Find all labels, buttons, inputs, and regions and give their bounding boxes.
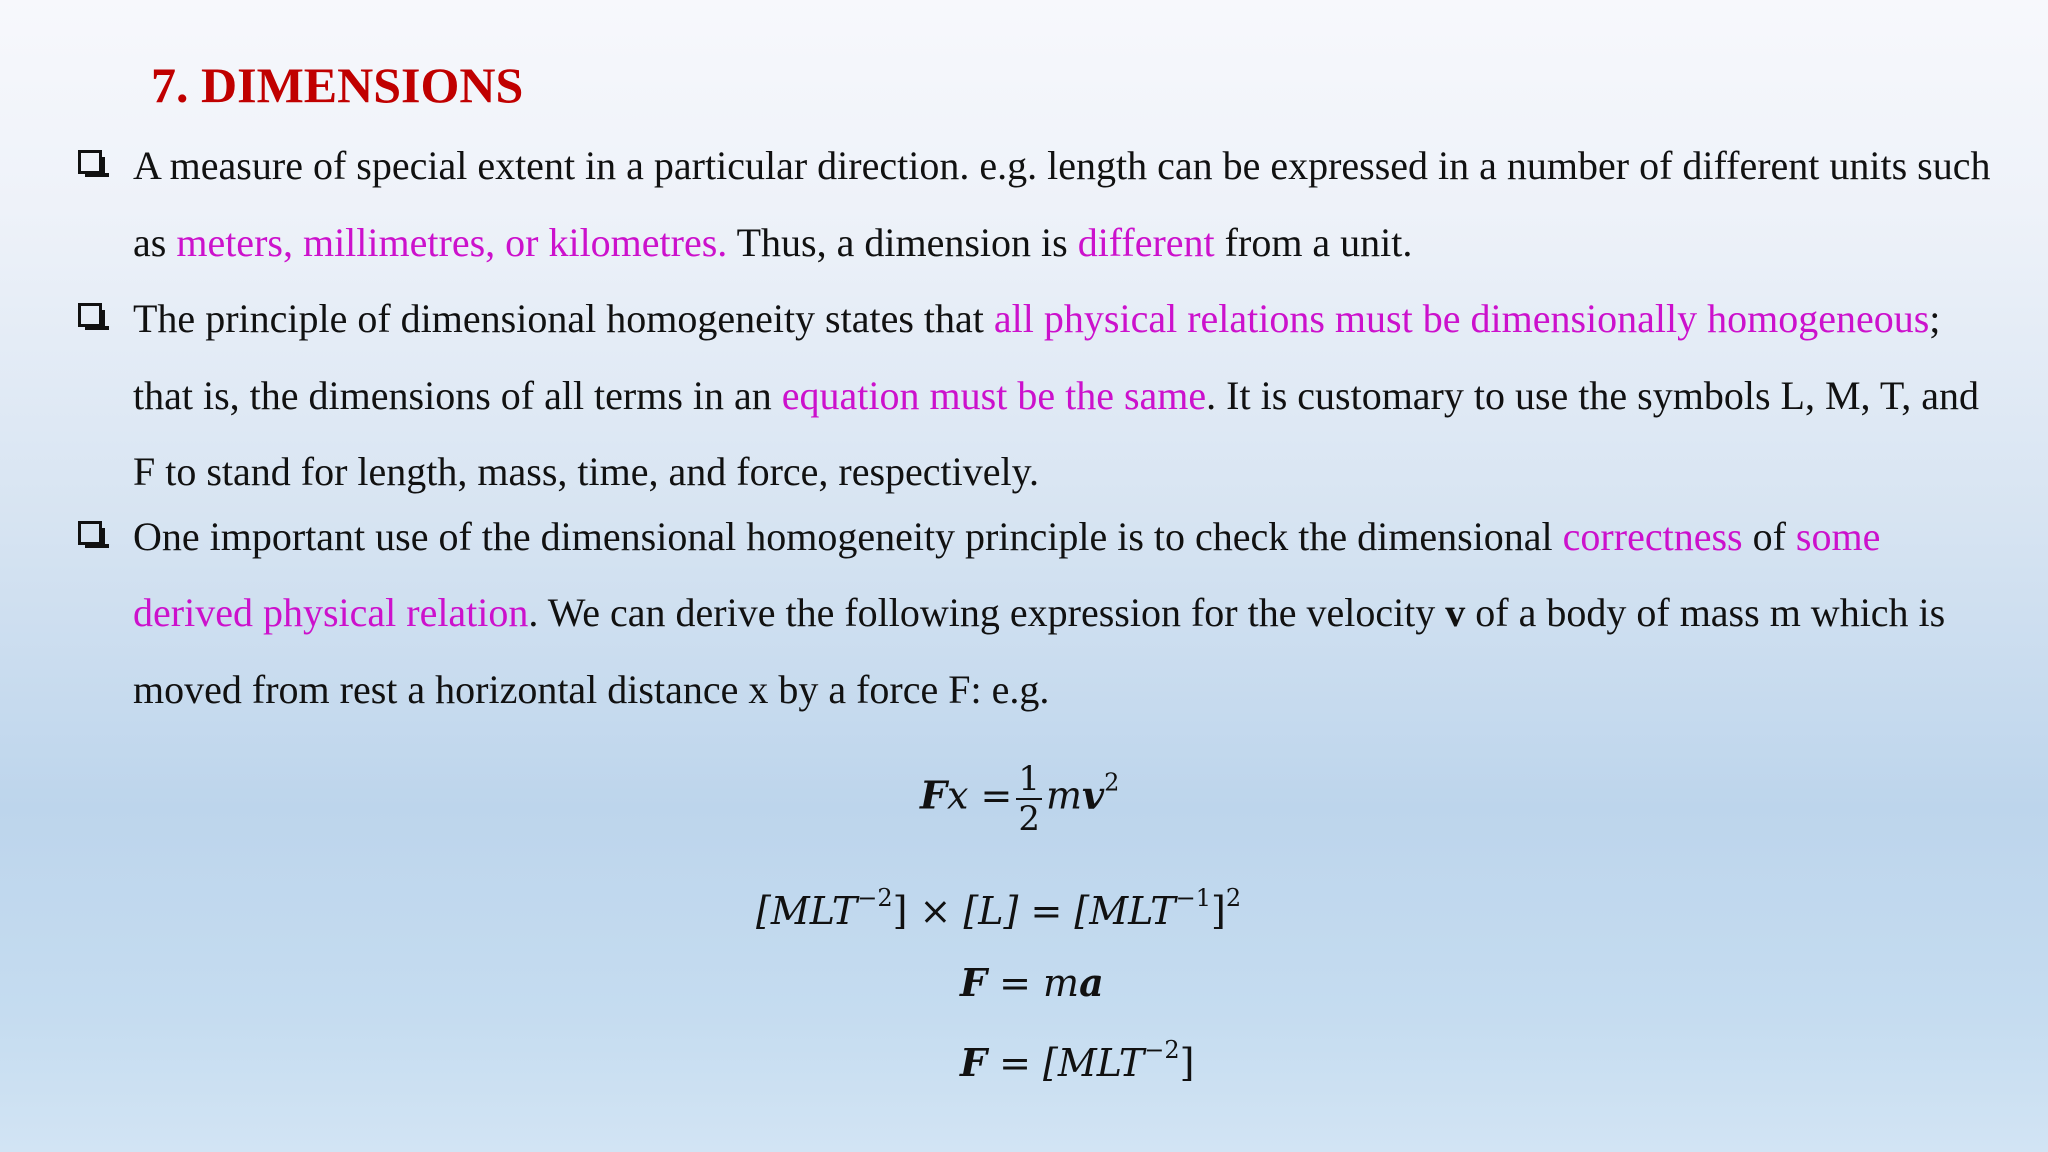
eq1-force: F	[920, 772, 947, 818]
eq1-fraction-numerator: 1	[1018, 759, 1040, 799]
bullet-1-text-b: Thus, a dimension is	[727, 219, 1078, 265]
eq2-times: ×	[919, 889, 952, 933]
eq4-rhs-close: ]	[1179, 1041, 1195, 1085]
eq4-rhs: [MLT	[1043, 1041, 1145, 1085]
equation-newton-second-law	[960, 960, 1104, 1005]
bullet-1-text-a: A measure of special extent in a particular direction. e.g. length can be expressed in a number of different units such as	[133, 143, 1991, 265]
eq2-rhs-close: ]	[1211, 889, 1226, 933]
eq2-lhs: [MLT	[756, 889, 858, 933]
eq1-mass: m	[1046, 773, 1083, 818]
eq4-force: F	[960, 1040, 987, 1085]
bullet-3-text-c: . We can derive the following expression for the velocity	[528, 590, 1446, 635]
eq2-lhs-exponent: −2	[857, 884, 893, 912]
eq3-mass: m	[1043, 961, 1080, 1005]
eq1-equals: =	[980, 773, 1013, 818]
bullet-2-highlight-b: equation must be the same	[781, 372, 1207, 418]
bullet-2-text-c: . It is customary to use the symbols L, M, T, and F to stand for length, mass, time, and force, respectively.	[133, 372, 1980, 494]
equation-dimensional-check	[756, 884, 1241, 933]
bullet-2-text-a: The principle of dimensional homogeneity states that	[133, 296, 994, 341]
eq1-velocity: v	[1082, 772, 1105, 818]
eq2-length: [L]	[963, 889, 1019, 933]
eq1-fraction	[1016, 760, 1042, 838]
bullet-3-text-b: of	[1742, 513, 1796, 559]
eq2-equals: =	[1030, 889, 1063, 933]
bullet-1-text-c: from a unit.	[1214, 219, 1413, 265]
eq1-distance: x	[946, 773, 969, 818]
slide-title: 7. DIMENSIONS	[151, 57, 524, 113]
eq2-lhs-close: ]	[892, 889, 908, 933]
eq3-equals: =	[999, 961, 1031, 1005]
bullet-3-text-d: of a body of mass m which is moved from rest a horizontal distance x by a force F: e.g.	[133, 590, 1946, 712]
eq2-rhs-outer-exponent: 2	[1225, 884, 1242, 912]
eq2-rhs: [MLT	[1074, 889, 1176, 933]
eq2-rhs-exponent: −1	[1175, 884, 1211, 912]
eq3-acceleration: a	[1079, 960, 1104, 1005]
velocity-symbol: v	[1445, 590, 1466, 635]
eq1-exponent: 2	[1104, 768, 1120, 797]
equation-force-dimension	[960, 1036, 1194, 1085]
bullet-3-highlight-b: some derived physical relation	[133, 513, 1881, 635]
bullet-2-text-b: ; that is, the dimensions of all terms in an	[133, 296, 1941, 418]
eq4-equals: =	[999, 1041, 1031, 1085]
bullet-1-highlight-b: different	[1077, 219, 1215, 265]
bullet-1-highlight-a: meters, millimetres, or kilometres.	[176, 219, 728, 265]
eq1-fraction-denominator: 2	[1018, 799, 1040, 839]
equation-work-energy	[920, 760, 1119, 838]
bullet-3-highlight-a: correctness	[1562, 513, 1743, 559]
eq4-rhs-exponent: −2	[1144, 1036, 1180, 1064]
bullet-3-text-a: One important use of the dimensional homogeneity principle is to check the dimensional	[133, 513, 1563, 559]
eq3-force: F	[960, 960, 987, 1005]
bullet-2-highlight-a: all physical relations must be dimensionally homogeneous	[993, 296, 1930, 341]
